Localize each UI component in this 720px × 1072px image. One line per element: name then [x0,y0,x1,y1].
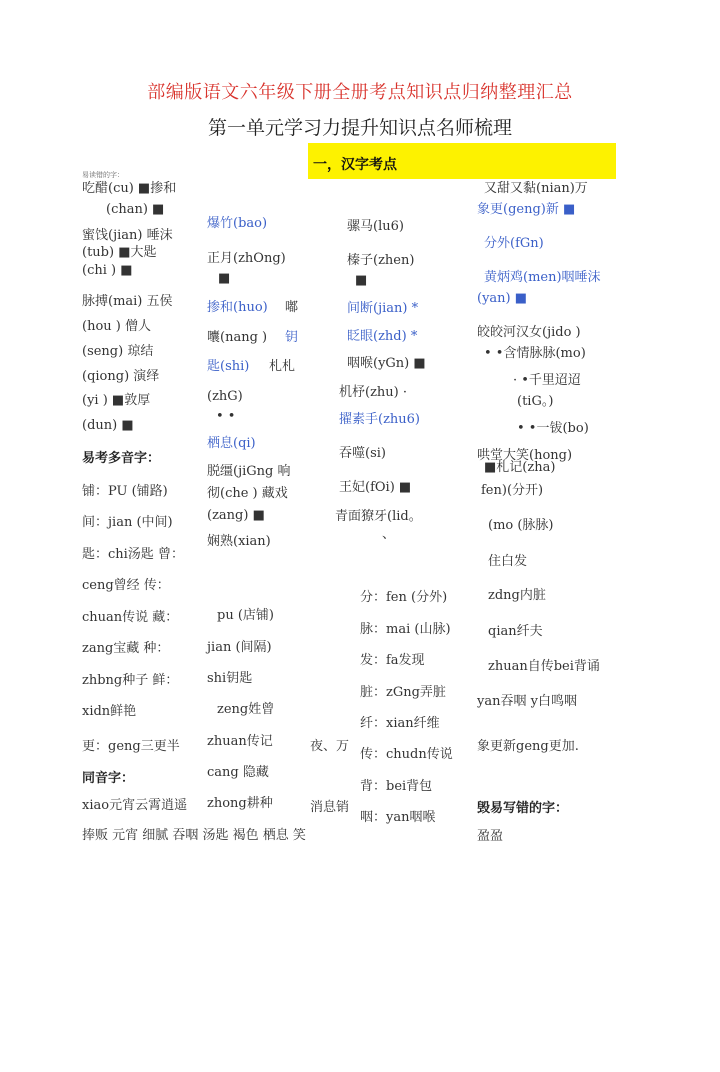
col4-multi-line: qian纤夫 [488,624,543,639]
col3-line: 机杼(zhu) · [339,385,408,400]
col2-line: 嘟 [285,300,299,315]
col1-multi-line: 匙：chi汤匙 曾： [82,547,184,562]
col1-line: (chan) ■ [106,202,165,217]
col1-line: 吃醋(cu) ■掺和 [82,181,177,196]
col2-line: 爆竹(bao) [207,216,268,231]
col1-multi-line: chuan传说 藏： [82,610,179,625]
col2-multi-line: zeng姓曾 [217,702,275,717]
col3-line: 眨眼(zhd) * [347,329,418,344]
col1-line: (tub) ■大匙 [82,245,157,260]
col4-line: 又甜又黏(nian)万 [484,181,588,196]
col2-multi-line: pu (店铺) [217,608,274,623]
homophone-line: xiao元宵云霄逍遥 [82,798,188,813]
col2-multi-line: cang 隐藏 [207,765,269,780]
col3-line: 榛子(zhen) [347,253,415,268]
col4-line: 皎皎河汉女(jido ) [477,325,581,340]
col3-multi-line: 纤：xian纤维 [360,716,440,731]
col4-line: (tiG。) [517,394,554,409]
col4-multi-line: zdng内脏 [488,588,546,603]
col3-line: 擢素手(zhu6) [339,412,421,427]
heading-misspelled: 毁易写错的字： [477,801,569,816]
col2-line: 正月(zhOng) [207,251,286,266]
col4-line: 哄堂大笑(hong) [477,448,573,463]
col3-line: 间断(jian) * [347,301,419,316]
col4-line: • •一钹(bo) [517,421,589,436]
col4-multi-line: fen)(分开) [481,483,544,498]
col3-multi-line: 脏：zGng弄脏 [360,685,446,700]
col2-line: 娴熟(xian) [207,534,271,549]
col4-line: • •含情脉脉(mo) [484,346,586,361]
col3-line: 青面獠牙(lid。 [335,509,422,524]
col4-multi-line: zhuan自传bei背诵 [488,659,600,674]
col3-line: 、 [382,527,396,542]
col3-multi-line: 分：fen (分外) [360,590,448,605]
col1-multi-line: zang宝藏 种： [82,641,170,656]
col4-line: 象更(geng)新 ■ [477,202,576,217]
col2-line: 栖息(qi) [207,436,256,451]
col4-line: 分外(fGn) [484,236,544,251]
col1-line: 脉搏(mai) 五侯 [82,294,173,309]
col1-line: (qiong) 演绎 [82,369,160,384]
col1-line: 蜜饯(jian) 唾沫 [82,228,173,243]
col4-line: 黄炳鸡(men)咽唾沫 [484,270,601,285]
col1-multi-line: xidn鲜艳 [82,704,137,719]
col2-multi-line: zhuan传记 [207,734,273,749]
col1-line: (dun) ■ [82,418,134,433]
col2-multi-line: shi钥匙 [207,671,253,686]
col3-line: 咽喉(yGn) ■ [347,356,426,371]
col4-multi-line: (mo (脉脉) [488,518,554,533]
col3-multi-line: 咽：yan咽喉 [360,810,436,825]
col2-multi-line: 夜、万 [310,739,350,754]
heading-polyphone: 易考多音字： [82,451,161,466]
col3-line: 吞噬(si) [339,446,386,461]
col2-line: 钥 [285,330,299,345]
col2-line: • • [216,409,236,424]
col2-line: 囔(nang ) [207,330,268,345]
col1-line: (chi ) ■ [82,263,133,278]
col2-line: (zang) ■ [207,508,265,523]
col4-multi-line: 象更新geng更加. [477,739,579,754]
section-heading: 一，汉字考点 [313,157,397,173]
col3-line: 王妃(fOi) ■ [339,480,412,495]
small-note: 易读错的字： [82,171,124,179]
col2-multi-line: jian (间隔) [207,640,272,655]
col1-multi-line: 间：jian (中间) [82,515,173,530]
col2-line: (zhG) [207,389,243,404]
col3-multi-line: 背：bei背包 [360,779,433,794]
col3-multi-line: 发：fa发现 [360,653,425,668]
col2-line: 掺和(huo) [207,300,268,315]
misspelled-word: 盈盈 [477,829,504,844]
homophone-words-line: 捧贩 元宵 细腻 吞咽 汤匙 褐色 栖息 笑 [82,828,306,843]
col2-line: 匙(shi) [207,359,250,374]
col2-multi-line: 消息销 [310,800,350,815]
col1-line: (hou ) 僧人 [82,319,151,334]
col3-line: 骡马(lu6) [347,219,404,234]
col2-line: 彻(che ) 藏戏 [207,486,288,501]
col1-line: (seng) 琼结 [82,344,154,359]
col4-multi-line: 住白发 [488,554,528,569]
document-title: 部编版语文六年级下册全册考点知识点归纳整理汇总 [147,82,573,103]
col4-line: · •千里迢迢 [513,373,581,388]
col1-multi-line: zhbng种子 鲜： [82,673,179,688]
unit-subtitle: 第一单元学习力提升知识点名师梳理 [207,117,512,139]
col4-line: ■札记(zha) [484,460,556,475]
col2-line: 脱缰(jiGng 响 [207,464,291,479]
col2-line: ■ [218,271,231,286]
col3-multi-line: 脉：mai (山脉) [360,622,451,637]
col3-line: ■ [355,273,368,288]
col1-multi-line: 更：geng三更半 [82,739,180,754]
col1-multi-line: 铺：PU (铺路) [82,484,168,499]
heading-homophone: 同音字： [82,771,135,786]
col3-multi-line: 传：chudn传说 [360,747,453,762]
col4-multi-line: yan吞咽 y白鸣咽 [477,694,577,709]
col1-line: (yi ) ■敦厚 [82,393,151,408]
col1-multi-line: ceng曾经 传： [82,578,170,593]
col2-line: 札札 [269,359,296,374]
col2-multi-line: zhong耕种 [207,796,273,811]
col4-line: (yan) ■ [477,291,528,306]
